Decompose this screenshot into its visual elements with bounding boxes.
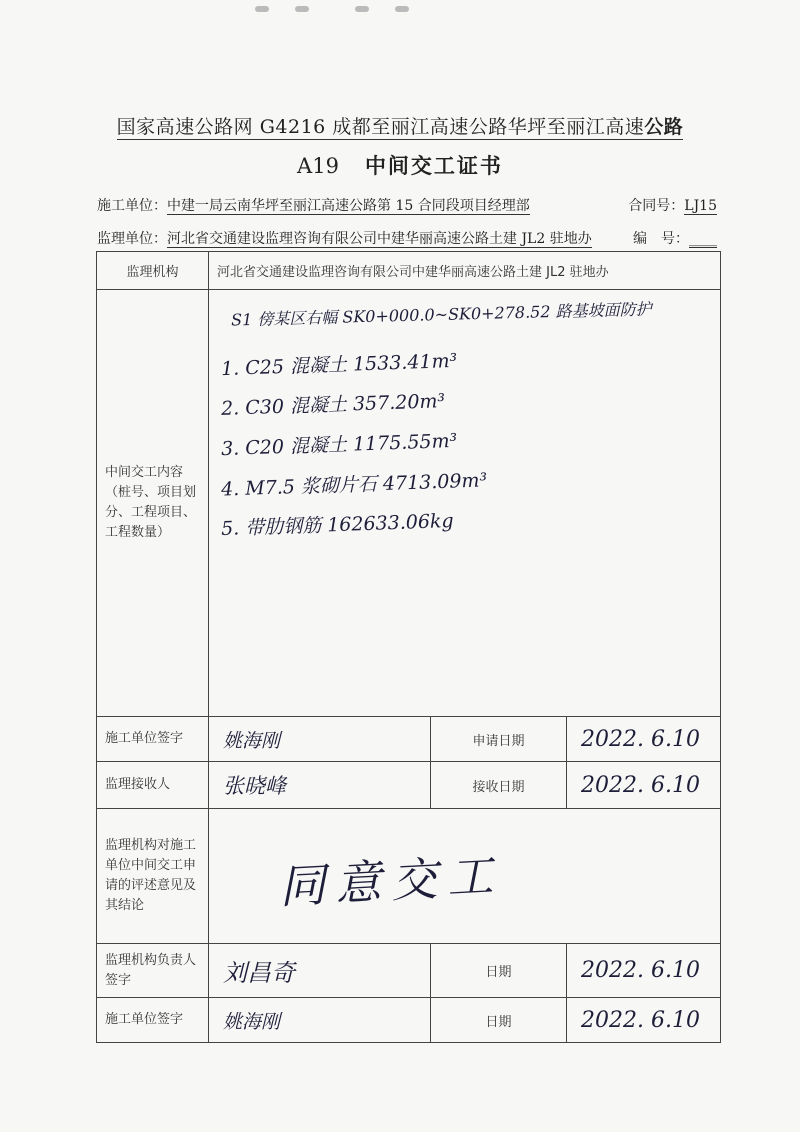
content-line-2: 2. C30 混凝土 357.20m³ xyxy=(220,390,446,420)
serial-label: 编 号： xyxy=(633,231,689,247)
row-opinion xyxy=(97,809,721,944)
row-receiver xyxy=(97,762,721,809)
contractor-value: 中建一局云南华坪至丽江高速公路第 15 合同段项目经理部 xyxy=(167,198,530,214)
row-org xyxy=(97,252,721,290)
opinion-label: 监理机构对施工单位中间交工申请的评述意见及其结论 xyxy=(97,809,209,944)
opinion-handwriting: 同意交工 xyxy=(277,848,505,914)
content-label: 中间交工内容（桩号、项目划分、工程项目、工程数量） xyxy=(97,290,209,717)
contract-no-label: 合同号： xyxy=(628,198,685,214)
supervisor-line xyxy=(97,228,717,248)
row-contractor-sign xyxy=(97,717,721,762)
scan-marks xyxy=(255,6,455,16)
contract-no-value: LJ15 xyxy=(684,198,717,214)
apply-date-label: 申请日期 xyxy=(431,717,567,762)
form-code: A19 xyxy=(297,154,339,178)
contractor-sign-label: 施工单位签字 xyxy=(97,717,209,762)
content-line-5: 5. 带肋钢筋 162633.06kg xyxy=(220,509,455,541)
receiver-label: 监理接收人 xyxy=(97,762,209,809)
lead-signature: 刘昌奇 xyxy=(223,959,295,987)
org-value: 河北省交通建设监理咨询有限公司中建华丽高速公路土建 JL2 驻地办 xyxy=(217,265,609,280)
row-content xyxy=(97,290,721,717)
receive-date-label: 接收日期 xyxy=(431,762,567,809)
contractor-line xyxy=(97,195,717,215)
apply-date-value: 2022. 6.10 xyxy=(581,726,700,752)
serial-value: ____ xyxy=(689,231,717,247)
contractor-signature-2: 姚海刚 xyxy=(223,1010,281,1033)
project-title xyxy=(0,112,800,139)
form-name: 中间交工证书 xyxy=(364,154,503,178)
contractor-sign2-label: 施工单位签字 xyxy=(97,998,209,1043)
content-line-3: 3. C20 混凝土 1175.55m³ xyxy=(220,429,458,461)
form-title xyxy=(0,150,800,180)
org-label: 监理机构 xyxy=(97,252,209,290)
content-line-1: 1. C25 混凝土 1533.41m³ xyxy=(220,349,458,381)
content-cell xyxy=(209,290,721,717)
contractor-label: 施工单位： xyxy=(97,198,167,214)
project-title-tail: 公路 xyxy=(644,116,684,138)
lead-sign-label: 监理机构负责人签字 xyxy=(97,944,209,998)
opinion-cell xyxy=(209,809,721,944)
final-date-label: 日期 xyxy=(431,998,567,1043)
receiver-signature: 张晓峰 xyxy=(223,774,286,798)
lead-date-value: 2022. 6.10 xyxy=(581,958,700,983)
final-date-value: 2022. 6.10 xyxy=(581,1007,700,1033)
project-title-main: 国家高速公路网 G4216 成都至丽江高速公路华坪至丽江高速 xyxy=(116,116,645,138)
supervisor-label: 监理单位： xyxy=(97,231,167,247)
contractor-signature: 姚海刚 xyxy=(223,729,281,752)
certificate-table xyxy=(96,251,721,1043)
content-line-4: 4. M7.5 浆砌片石 4713.09m³ xyxy=(220,469,488,501)
lead-date-label: 日期 xyxy=(431,944,567,998)
row-lead-sign xyxy=(97,944,721,998)
content-line-0: S1 傍某区右幅 SK0+000.0~SK0+278.52 路基坡面防护 xyxy=(230,299,652,330)
row-contractor-sign-2 xyxy=(97,998,721,1043)
supervisor-value: 河北省交通建设监理咨询有限公司中建华丽高速公路土建 JL2 驻地办 xyxy=(167,231,592,247)
receive-date-value: 2022. 6.10 xyxy=(581,772,700,798)
